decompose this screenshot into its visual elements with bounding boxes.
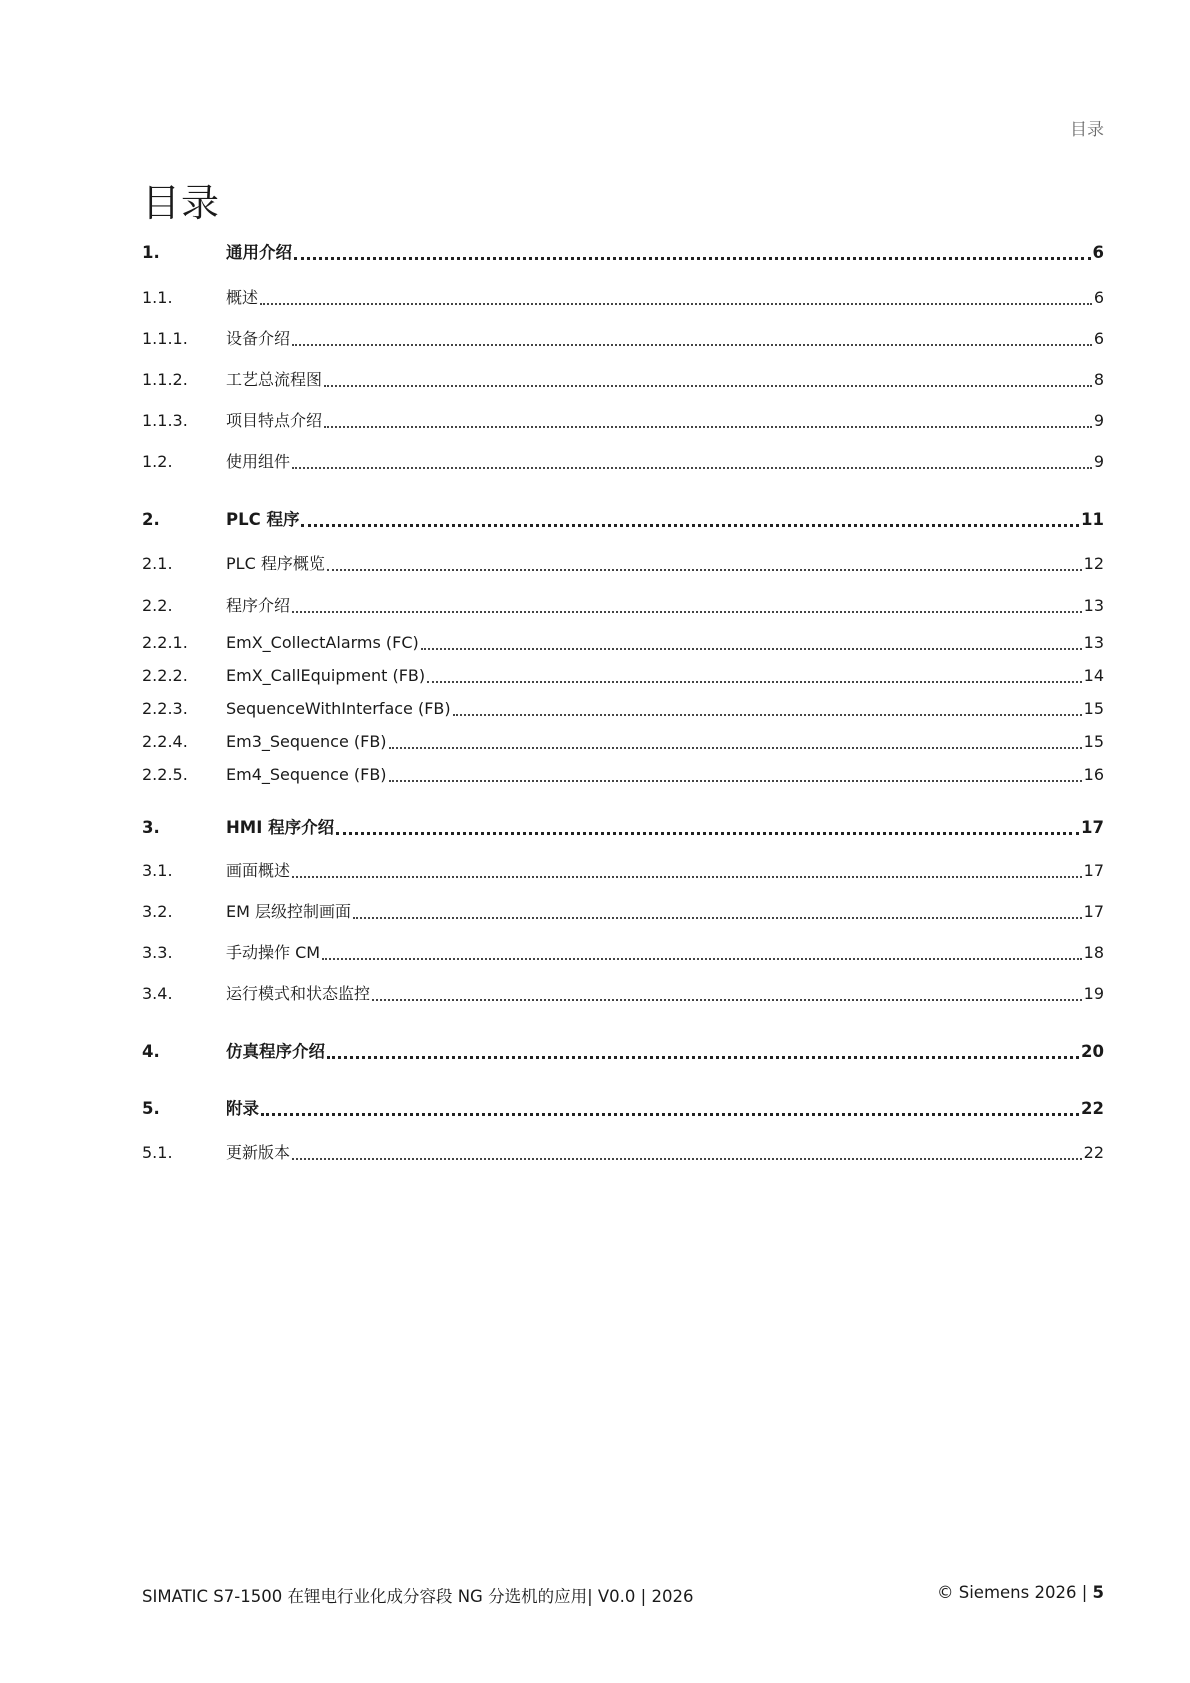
toc-entry-title: Em3_Sequence (FB) [226,732,387,751]
footer-copyright-text: © Siemens 2026 | [936,1583,1093,1602]
toc-leader-dots [389,747,1082,749]
toc-entry[interactable] [142,981,1104,1007]
toc-entry-page: 15 [1083,732,1104,751]
toc-entry-title: 设备介绍 [226,329,291,348]
toc-entry-page: 12 [1083,554,1104,573]
toc-entry-number: 5.1. [142,1143,173,1162]
toc-entry-page: 8 [1093,370,1104,389]
toc-entry-title: 手动操作 CM [226,943,321,962]
toc-entry-title: 程序介绍 [226,596,291,615]
toc-entry-page: 13 [1083,633,1104,652]
toc-entry[interactable] [142,630,1104,656]
toc-entry[interactable] [142,1140,1104,1166]
toc-entry-page: 11 [1081,510,1104,529]
toc-leader-dots [327,1056,1079,1059]
toc-leader-dots [327,569,1082,571]
toc-entry-number: 2.2.2. [142,666,188,685]
toc-entry-number: 3.2. [142,902,173,921]
toc-entry[interactable] [142,940,1104,966]
toc-entry-title: 概述 [226,288,259,307]
toc-entry-page: 9 [1093,411,1104,430]
toc-entry-page: 14 [1083,666,1104,685]
toc-entry[interactable] [142,815,1104,841]
toc-entry-page: 19 [1083,984,1104,1003]
toc-leader-dots [292,467,1092,469]
toc-leader-dots [301,524,1079,527]
toc-leader-dots [421,648,1082,650]
toc-leader-dots [324,385,1092,387]
toc-entry-number: 2.1. [142,554,173,573]
toc-leader-dots [453,714,1082,716]
toc-entry[interactable] [142,240,1104,266]
toc-entry[interactable] [142,449,1104,475]
toc-entry-title: 仿真程序介绍 [226,1042,325,1061]
toc-entry-title: 画面概述 [226,861,291,880]
footer-document-title: SIMATIC S7-1500 在锂电行业化成分容段 NG 分选机的应用| V0.0 | 2026 [142,1587,694,1606]
toc-entry-page: 22 [1083,1143,1104,1162]
toc-entry-number: 3. [142,818,160,837]
toc-leader-dots [292,1158,1082,1160]
toc-entry-title: 运行模式和状态监控 [226,984,371,1003]
toc-entry[interactable] [142,408,1104,434]
toc-leader-dots [292,611,1082,613]
toc-entry-page: 17 [1083,902,1104,921]
toc-entry[interactable] [142,593,1104,619]
toc-entry-title: 使用组件 [226,452,291,471]
toc-entry-title: PLC 程序 [226,510,300,529]
toc-entry-number: 4. [142,1042,160,1061]
toc-entry[interactable] [142,858,1104,884]
toc-leader-dots [336,832,1079,835]
toc-entry-number: 1.1.3. [142,411,188,430]
toc-entry-title: 附录 [226,1099,259,1118]
toc-entry-number: 2.2.5. [142,765,188,784]
toc-entry[interactable] [142,285,1104,311]
toc-entry-page: 16 [1083,765,1104,784]
toc-entry[interactable] [142,1096,1104,1122]
toc-entry-number: 2.2.1. [142,633,188,652]
toc-entry-page: 6 [1092,243,1104,262]
toc-entry-title: EmX_CollectAlarms (FC) [226,633,419,652]
toc-leader-dots [322,958,1082,960]
toc-leader-dots [324,426,1092,428]
toc-leader-dots [260,303,1092,305]
toc-entry[interactable] [142,1039,1104,1065]
toc-entry-page: 6 [1093,288,1104,307]
toc-leader-dots [427,681,1082,683]
toc-entry-page: 20 [1081,1042,1104,1061]
toc-entry-page: 15 [1083,699,1104,718]
toc-entry-number: 3.4. [142,984,173,1003]
toc-entry-title: EM 层级控制画面 [226,902,352,921]
page-title: 目录 [142,181,221,225]
toc-entry-number: 1.1.2. [142,370,188,389]
toc-entry-page: 18 [1083,943,1104,962]
toc-entry-page: 13 [1083,596,1104,615]
toc-entry-number: 1. [142,243,160,262]
toc-entry-title: PLC 程序概览 [226,554,325,573]
toc-entry[interactable] [142,551,1104,577]
toc-entry-number: 2.2.4. [142,732,188,751]
toc-entry-number: 1.1. [142,288,173,307]
toc-entry-number: 2. [142,510,160,529]
toc-entry-number: 2.2.3. [142,699,188,718]
toc-entry-number: 3.3. [142,943,173,962]
toc-entry[interactable] [142,762,1104,788]
footer-copyright [937,1583,1104,1602]
toc-entry-number: 5. [142,1099,160,1118]
toc-entry-title: Em4_Sequence (FB) [226,765,387,784]
toc-entry-page: 22 [1081,1099,1104,1118]
toc-entry[interactable] [142,899,1104,925]
toc-leader-dots [389,780,1082,782]
toc-leader-dots [292,876,1082,878]
toc-leader-dots [372,999,1082,1001]
toc-leader-dots [294,257,1091,260]
toc-entry-number: 3.1. [142,861,173,880]
toc-entry-title: SequenceWithInterface (FB) [226,699,451,718]
toc-entry[interactable] [142,729,1104,755]
toc-entry[interactable] [142,663,1104,689]
toc-entry-title: 通用介绍 [226,243,292,262]
toc-entry-number: 1.1.1. [142,329,188,348]
toc-entry-title: 更新版本 [226,1143,291,1162]
toc-entry-page: 6 [1093,329,1104,348]
toc-entry-title: 项目特点介绍 [226,411,323,430]
toc-entry[interactable] [142,696,1104,722]
toc-entry-title: HMI 程序介绍 [226,818,335,837]
toc-leader-dots [261,1113,1079,1116]
toc-entry-title: EmX_CallEquipment (FB) [226,666,426,685]
toc-leader-dots [353,917,1082,919]
toc-entry[interactable] [142,367,1104,393]
toc-entry-title: 工艺总流程图 [226,370,323,389]
toc-entry[interactable] [142,326,1104,352]
toc-entry-number: 1.2. [142,452,173,471]
footer-page-number: 5 [1092,1583,1104,1602]
toc-entry-number: 2.2. [142,596,173,615]
running-header: 目录 [1070,120,1104,140]
toc-entry[interactable] [142,507,1104,533]
toc-entry-page: 9 [1093,452,1104,471]
toc-entry-page: 17 [1081,818,1104,837]
toc-leader-dots [292,344,1092,346]
toc-entry-page: 17 [1083,861,1104,880]
